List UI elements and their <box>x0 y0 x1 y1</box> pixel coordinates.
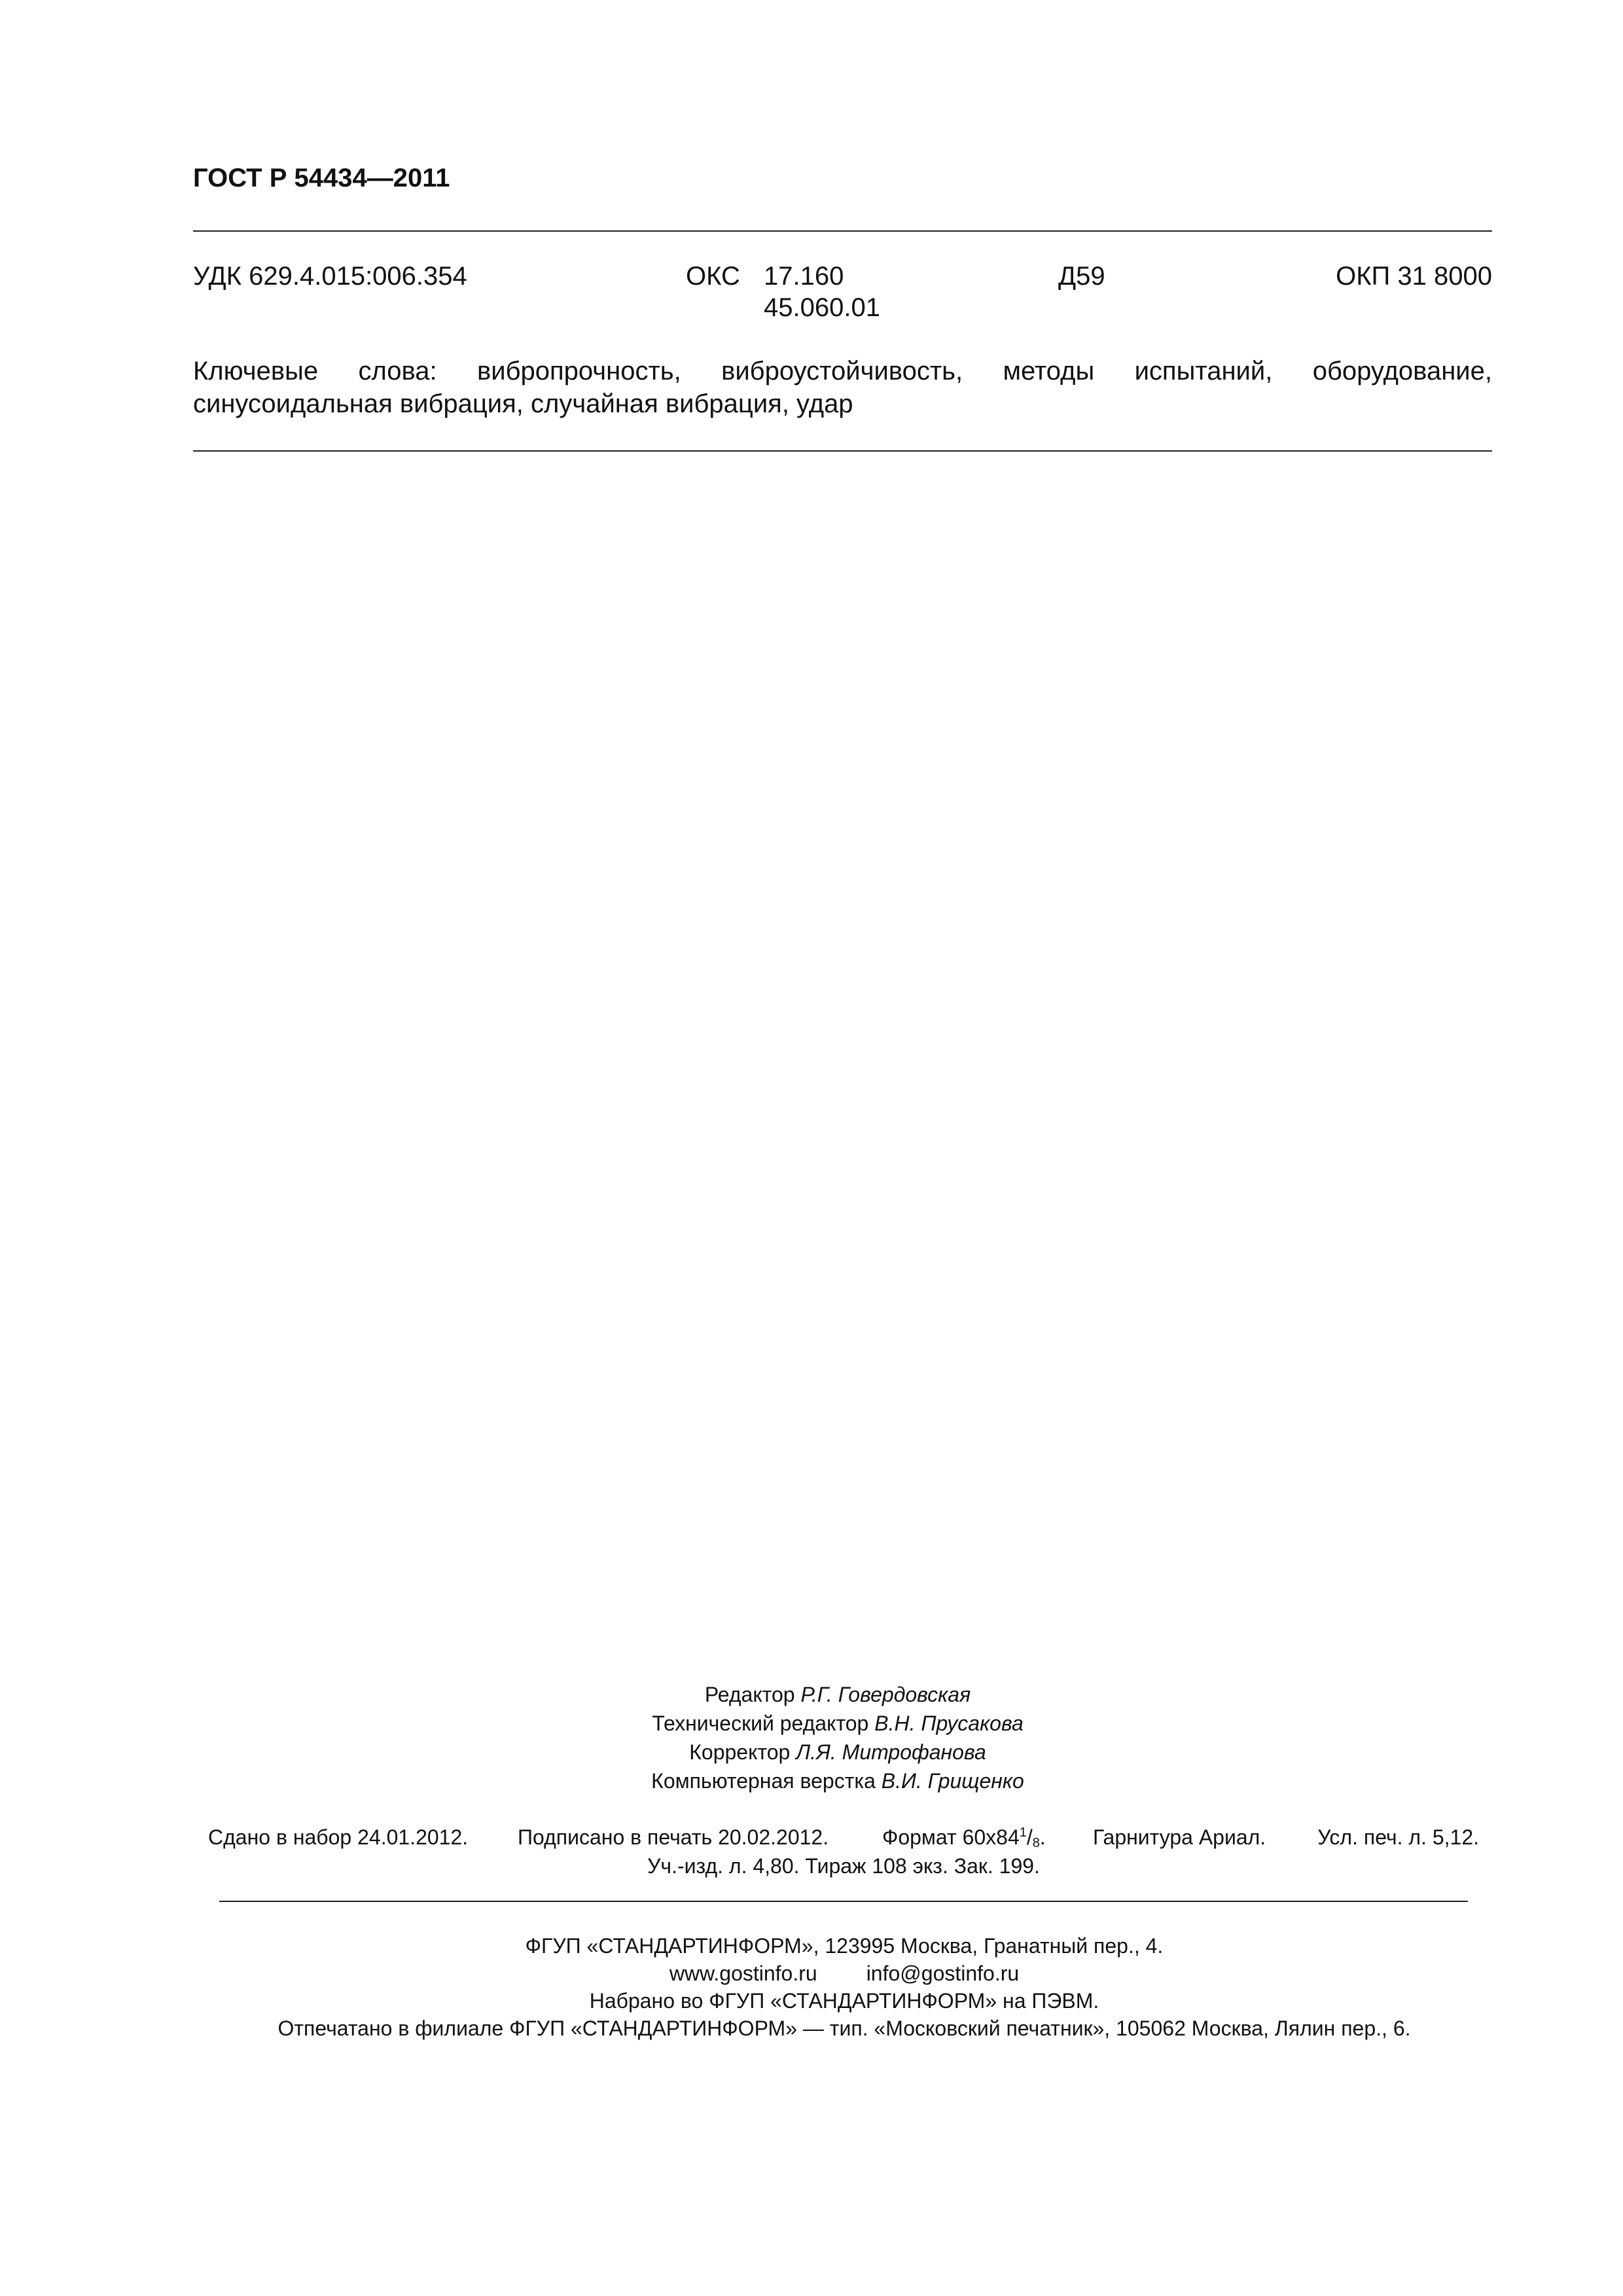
credit-name: Л.Я. Митрофанова <box>796 1740 986 1764</box>
format-prefix: Формат 60х84 <box>882 1825 1020 1849</box>
credit-role: Корректор <box>689 1740 791 1764</box>
udk-code: УДК 629.4.015:006.354 <box>193 262 467 291</box>
oks-codes <box>764 260 880 323</box>
imprint-typeface: Гарнитура Ариал. <box>1093 1825 1266 1849</box>
format-numerator: 1 <box>1019 1825 1027 1840</box>
credit-role: Технический редактор <box>652 1712 869 1735</box>
standard-id: ГОСТ Р 54434—2011 <box>193 164 450 192</box>
credit-name: В.И. Грищенко <box>881 1769 1024 1793</box>
credit-role: Редактор <box>704 1683 795 1706</box>
credit-line <box>458 1767 1217 1795</box>
publisher-email: info@gostinfo.ru <box>866 1962 1020 1985</box>
top-rule <box>193 230 1492 232</box>
credit-name: Р.Г. Говердовская <box>800 1683 971 1706</box>
imprint-sheets: Усл. печ. л. 5,12. <box>1317 1825 1479 1849</box>
classification-row <box>193 260 1492 332</box>
publisher-typeset: Набрано во ФГУП «СТАНДАРТИНФОРМ» на ПЭВМ. <box>589 1989 1099 2013</box>
imprint-signed: Подписано в печать 20.02.2012. <box>518 1825 829 1849</box>
imprint-rule <box>219 1901 1468 1902</box>
credit-line <box>458 1709 1217 1738</box>
credit-role: Компьютерная верстка <box>651 1769 876 1793</box>
oks-label: ОКС <box>686 262 740 291</box>
keywords-rule <box>193 450 1492 452</box>
publisher-website: www.gostinfo.ru <box>669 1962 817 1985</box>
credit-line <box>458 1738 1217 1767</box>
imprint-line-2: Уч.-изд. л. 4,80. Тираж 108 экз. Зак. 199. <box>647 1854 1040 1878</box>
format-denominator: 8 <box>1032 1836 1040 1850</box>
format-suffix: . <box>1039 1825 1046 1849</box>
okp-code: ОКП 31 8000 <box>1336 262 1492 291</box>
imprint-submitted: Сдано в набор 24.01.2012. <box>208 1825 469 1849</box>
publisher-contacts <box>196 1960 1492 1987</box>
credit-line <box>458 1680 1217 1709</box>
credit-name: В.Н. Прусакова <box>874 1712 1024 1735</box>
publisher-address: ФГУП «СТАНДАРТИНФОРМ», 123995 Москва, Гранатный пер., 4. <box>525 1934 1164 1958</box>
publisher-printed: Отпечатано в филиале ФГУП «СТАНДАРТИНФОРМ» — тип. «Московский печатник», 105062 Москва, Лялин пер., 6. <box>277 2017 1411 2040</box>
oks-code: 45.060.01 <box>764 293 880 322</box>
group-code: Д59 <box>1058 262 1105 291</box>
keywords: Ключевые слова: вибропрочность, виброустойчивость, методы испытаний, оборудование, синусоидальная вибрация, случайная вибрация, удар <box>193 357 1492 418</box>
imprint-line-1 <box>208 1823 1479 1852</box>
credits <box>458 1680 1217 1795</box>
publisher-info <box>196 1932 1492 2042</box>
oks-code: 17.160 <box>764 262 844 291</box>
imprint-format: Формат $60х84^1/_8$. <box>882 1825 1046 1850</box>
